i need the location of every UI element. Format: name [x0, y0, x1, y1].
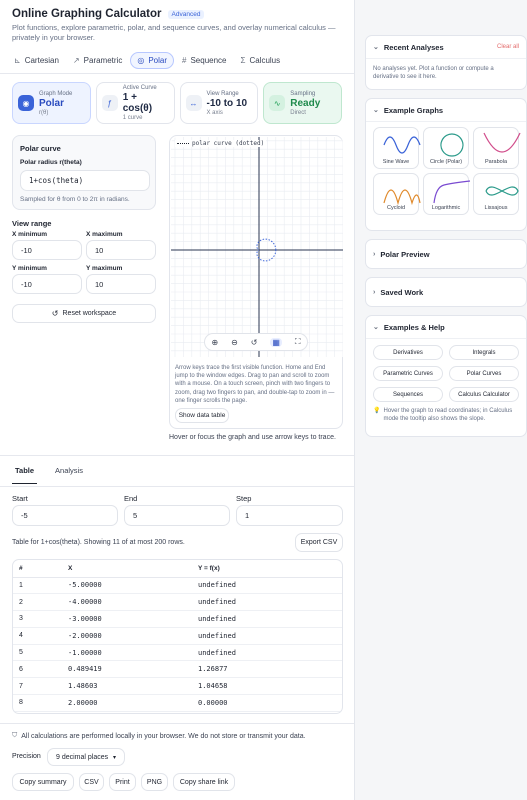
graph-toolbar: [204, 333, 308, 351]
zoom-in-icon[interactable]: ⊕: [211, 337, 219, 347]
start-input[interactable]: -5: [12, 505, 118, 526]
cell-index: 4: [13, 627, 68, 644]
chevron-down-icon: ⌄: [373, 107, 379, 114]
stat-active-curve: [96, 82, 175, 124]
graph-legend: [175, 140, 266, 147]
stat-value: Polar: [39, 97, 65, 109]
zoom-out-icon[interactable]: ⊖: [231, 337, 238, 347]
data-table-wrapper: [12, 559, 343, 714]
polar-radius-input[interactable]: 1+cos(theta): [20, 170, 150, 191]
tab-label: Sequence: [190, 55, 227, 65]
cartesian-icon: ⊾: [14, 55, 21, 65]
cell-y: undefined: [198, 577, 342, 594]
table-tabs: [12, 466, 83, 484]
cell-x: -2.00000: [68, 627, 198, 644]
csv-button[interactable]: CSV: [79, 773, 104, 791]
cell-index: 3: [13, 611, 68, 628]
recent-analyses-panel: [365, 35, 527, 90]
cell-x: -5.00000: [68, 577, 198, 594]
stat-view-range: [180, 82, 259, 124]
recent-analyses-title: Recent Analyses: [383, 42, 444, 52]
stat-label: Graph Mode: [39, 90, 73, 97]
cell-x: -1.00000: [68, 644, 198, 661]
saved-work-panel: [365, 277, 527, 307]
cell-index: 2: [13, 594, 68, 611]
example-graphs-title: Example Graphs: [383, 105, 444, 115]
reset-icon: ↺: [51, 309, 59, 318]
app-title: Online Graphing Calculator: [12, 8, 162, 20]
table-row: [13, 611, 342, 628]
grid-icon[interactable]: ▦: [272, 337, 280, 347]
sigma-icon: Σ: [240, 55, 246, 65]
tab-label: Polar: [148, 55, 168, 65]
privacy-note: [12, 732, 306, 740]
cell-x: 0.489419: [68, 661, 198, 678]
example-lissajous[interactable]: [473, 173, 519, 215]
function-icon: ƒ: [102, 95, 118, 111]
advanced-badge: Advanced: [168, 10, 205, 19]
example-plot-icon: [382, 131, 422, 159]
chip-polar-curves[interactable]: Polar Curves: [449, 366, 519, 381]
xmin-label: X minimum: [12, 231, 48, 238]
graph-help-text: Arrow keys trace the first visible function. Home and End jump to the window edges. Drag to pan and scroll to zoom with a mouse. On a touch screen, pinch with two fingers to zoom, drag two fingers to pan, and double-tap to zoom in — one finger scrolls the page.: [175, 365, 335, 404]
print-button[interactable]: Print: [109, 773, 136, 791]
cell-x: -3.00000: [68, 611, 198, 628]
table-row: [13, 594, 342, 611]
ymin-input[interactable]: -10: [12, 274, 82, 294]
graph-hover-hint: Hover or focus the graph and use arrow keys to trace.: [169, 434, 336, 441]
precision-label: Precision: [12, 753, 41, 760]
tab-polar[interactable]: [130, 52, 174, 69]
polar-heading: Polar curve: [20, 144, 61, 153]
legend-dotted-swatch: [177, 143, 189, 144]
shield-icon: ⛉: [12, 732, 18, 739]
table-row: [13, 627, 342, 644]
chevron-right-icon: ›: [373, 288, 376, 296]
sidebar: [365, 0, 527, 800]
cell-y: undefined: [198, 611, 342, 628]
cell-x: -4.00000: [68, 594, 198, 611]
app-subtitle: Plot functions, explore parametric, polar, and sequence curves, and overlay numerical calculus — privately in your browser.: [12, 23, 336, 42]
footer: [0, 723, 354, 800]
cell-index: 1: [13, 577, 68, 594]
legend-label: polar curve (dotted): [192, 140, 265, 147]
chevron-down-icon: ▾: [112, 754, 116, 761]
ymax-input[interactable]: 10: [86, 274, 156, 294]
cell-y: 1.04658: [198, 678, 342, 695]
chevron-down-icon: ⌄: [373, 324, 379, 331]
chip-derivatives[interactable]: Derivatives: [373, 345, 443, 360]
xmin-input[interactable]: -10: [12, 240, 82, 260]
chevron-down-icon: ⌄: [373, 44, 379, 51]
graph-canvas[interactable]: [171, 137, 343, 357]
cell-y: 1.26877: [198, 661, 342, 678]
polar-preview-title: Polar Preview: [380, 249, 430, 259]
stat-label: Active Curve: [122, 85, 157, 91]
example-graphs-header[interactable]: [366, 99, 526, 121]
stat-graph-mode: [12, 82, 91, 124]
polar-icon: ◎: [137, 55, 145, 65]
export-csv-button[interactable]: Export CSV: [295, 533, 343, 552]
parametric-icon: ↗: [72, 55, 80, 65]
cell-index: 8: [13, 695, 68, 712]
tab-calculus[interactable]: [235, 53, 287, 68]
table-header-row: [13, 560, 342, 577]
example-plot-icon: [432, 177, 472, 205]
hash-icon: #: [182, 55, 187, 65]
tab-label: Calculus: [249, 55, 281, 65]
polar-field-label: Polar radius r(theta): [20, 159, 82, 166]
table-row: [13, 695, 342, 712]
data-table: [13, 560, 342, 712]
privacy-text: All calculations are performed locally in your browser. We do not store or transmit your data.: [21, 732, 306, 740]
stat-value: -10 to 10: [206, 97, 248, 109]
stat-sub: r(θ): [39, 109, 49, 116]
view-range-heading: View range: [12, 219, 52, 228]
tab-label: Parametric: [83, 55, 123, 65]
help-tip-text: Hover the graph to read coordinates; in Calculus mode the tooltip also shows the slope.: [383, 408, 513, 422]
cell-y: undefined: [198, 644, 342, 661]
example-label: Circle (Polar): [429, 159, 463, 165]
table-section: [0, 455, 354, 723]
png-button[interactable]: PNG: [141, 773, 168, 791]
col-y: Y = f(x): [198, 560, 342, 577]
copy-summary-button[interactable]: Copy summary: [12, 773, 74, 791]
stat-label: View Range: [206, 90, 239, 97]
example-graphs-panel: [365, 98, 527, 231]
chip-calculus-calculator[interactable]: Calculus Calculator: [449, 387, 519, 402]
polar-preview-header[interactable]: [366, 240, 526, 268]
table-row: [13, 644, 342, 661]
target-icon: ◉: [18, 95, 34, 111]
stat-label: Sampling: [290, 90, 316, 97]
cell-index: 5: [13, 644, 68, 661]
polar-preview-panel: [365, 239, 527, 269]
precision-value: 9 decimal places: [56, 753, 109, 761]
example-sine-wave[interactable]: [373, 127, 419, 169]
end-label: End: [124, 494, 138, 503]
examples-help-panel: [365, 315, 527, 437]
cell-y: 0.00000: [198, 695, 342, 712]
graph-panel: [169, 135, 343, 429]
chip-integrals[interactable]: Integrals: [449, 345, 519, 360]
example-label: Cycloid: [386, 205, 406, 211]
tab-cartesian[interactable]: [8, 53, 65, 68]
step-input[interactable]: 1: [236, 505, 343, 526]
mode-tabs: [0, 51, 354, 74]
stat-value: 1 + cos(θ): [122, 92, 153, 114]
example-logarithmic[interactable]: [423, 173, 469, 215]
example-plot-icon: [482, 177, 522, 205]
saved-work-title: Saved Work: [380, 287, 424, 297]
chip-sequences[interactable]: Sequences: [373, 387, 443, 402]
stat-sampling: [263, 82, 342, 124]
help-tip: [366, 408, 526, 423]
col-index: #: [13, 560, 68, 577]
fullscreen-icon[interactable]: ⛶: [294, 337, 301, 346]
end-input[interactable]: 5: [124, 505, 230, 526]
stat-value: Ready: [290, 97, 321, 109]
example-label: Logarithmic: [431, 205, 461, 211]
help-chips: [366, 339, 526, 408]
col-x: X: [68, 560, 198, 577]
graph-background: [171, 137, 343, 357]
table-caption: Table for 1+cos(theta). Showing 11 of at most 200 rows.: [12, 539, 185, 546]
tab-table[interactable]: Table: [12, 466, 37, 484]
example-circle-polar[interactable]: [423, 127, 469, 169]
xmax-label: X maximum: [86, 231, 123, 238]
example-parabola[interactable]: [473, 127, 519, 169]
stat-cards: [0, 74, 354, 124]
cell-y: undefined: [198, 627, 342, 644]
show-data-table-button[interactable]: Show data table: [175, 408, 229, 423]
stat-sub: Direct: [290, 109, 306, 116]
polar-curve-panel: [12, 135, 156, 210]
lightbulb-icon: 💡: [373, 408, 381, 414]
tab-label: Cartesian: [24, 55, 59, 65]
ymax-label: Y maximum: [86, 265, 123, 272]
chip-parametric-curves[interactable]: Parametric Curves: [373, 366, 443, 381]
reset-workspace-button[interactable]: [12, 304, 156, 323]
cell-x: 1.48603: [68, 678, 198, 695]
reset-view-icon[interactable]: ↺: [250, 337, 258, 347]
clear-all-button[interactable]: Clear all: [496, 44, 519, 50]
pulse-icon: ∿: [269, 95, 285, 111]
copy-share-link-button[interactable]: Copy share link: [173, 773, 235, 791]
tab-parametric[interactable]: [67, 53, 128, 68]
table-row: [13, 577, 342, 594]
table-row: [13, 661, 342, 678]
cell-index: 6: [13, 661, 68, 678]
stat-sub: X axis: [206, 109, 223, 116]
arrows-horizontal-icon: ↔: [186, 95, 202, 111]
examples-help-header[interactable]: [366, 316, 526, 338]
precision-select[interactable]: [47, 748, 125, 766]
tab-sequence[interactable]: [176, 53, 232, 68]
step-label: Step: [236, 494, 252, 503]
xmax-input[interactable]: 10: [86, 240, 156, 260]
example-cycloid[interactable]: [373, 173, 419, 215]
cell-index: 7: [13, 678, 68, 695]
cell-y: undefined: [198, 594, 342, 611]
example-thumbnails: [366, 122, 526, 220]
tab-analysis[interactable]: Analysis: [55, 466, 83, 475]
recent-empty-text: No analyses yet. Plot a function or compute a derivative to see it here.: [373, 66, 494, 80]
header: [0, 0, 354, 43]
example-plot-icon: [482, 131, 522, 159]
start-label: Start: [12, 494, 28, 503]
chevron-right-icon: ›: [373, 250, 376, 258]
stat-sub: 1 curve: [122, 115, 143, 121]
reset-label: Reset workspace: [62, 310, 117, 317]
example-label: Sine Wave: [382, 159, 410, 165]
example-plot-icon: [382, 177, 422, 205]
table-row: [13, 678, 342, 695]
ymin-label: Y minimum: [12, 265, 47, 272]
cell-x: 2.00000: [68, 695, 198, 712]
export-buttons: [12, 773, 235, 791]
examples-help-title: Examples & Help: [383, 322, 445, 332]
example-plot-icon: [432, 131, 472, 159]
example-label: Lissajous: [484, 205, 508, 211]
saved-work-header[interactable]: [366, 278, 526, 306]
example-label: Parabola: [484, 159, 508, 165]
polar-hint: Sampled for θ from 0 to 2π in radians.: [20, 196, 130, 203]
recent-analyses-header[interactable]: [366, 36, 526, 58]
